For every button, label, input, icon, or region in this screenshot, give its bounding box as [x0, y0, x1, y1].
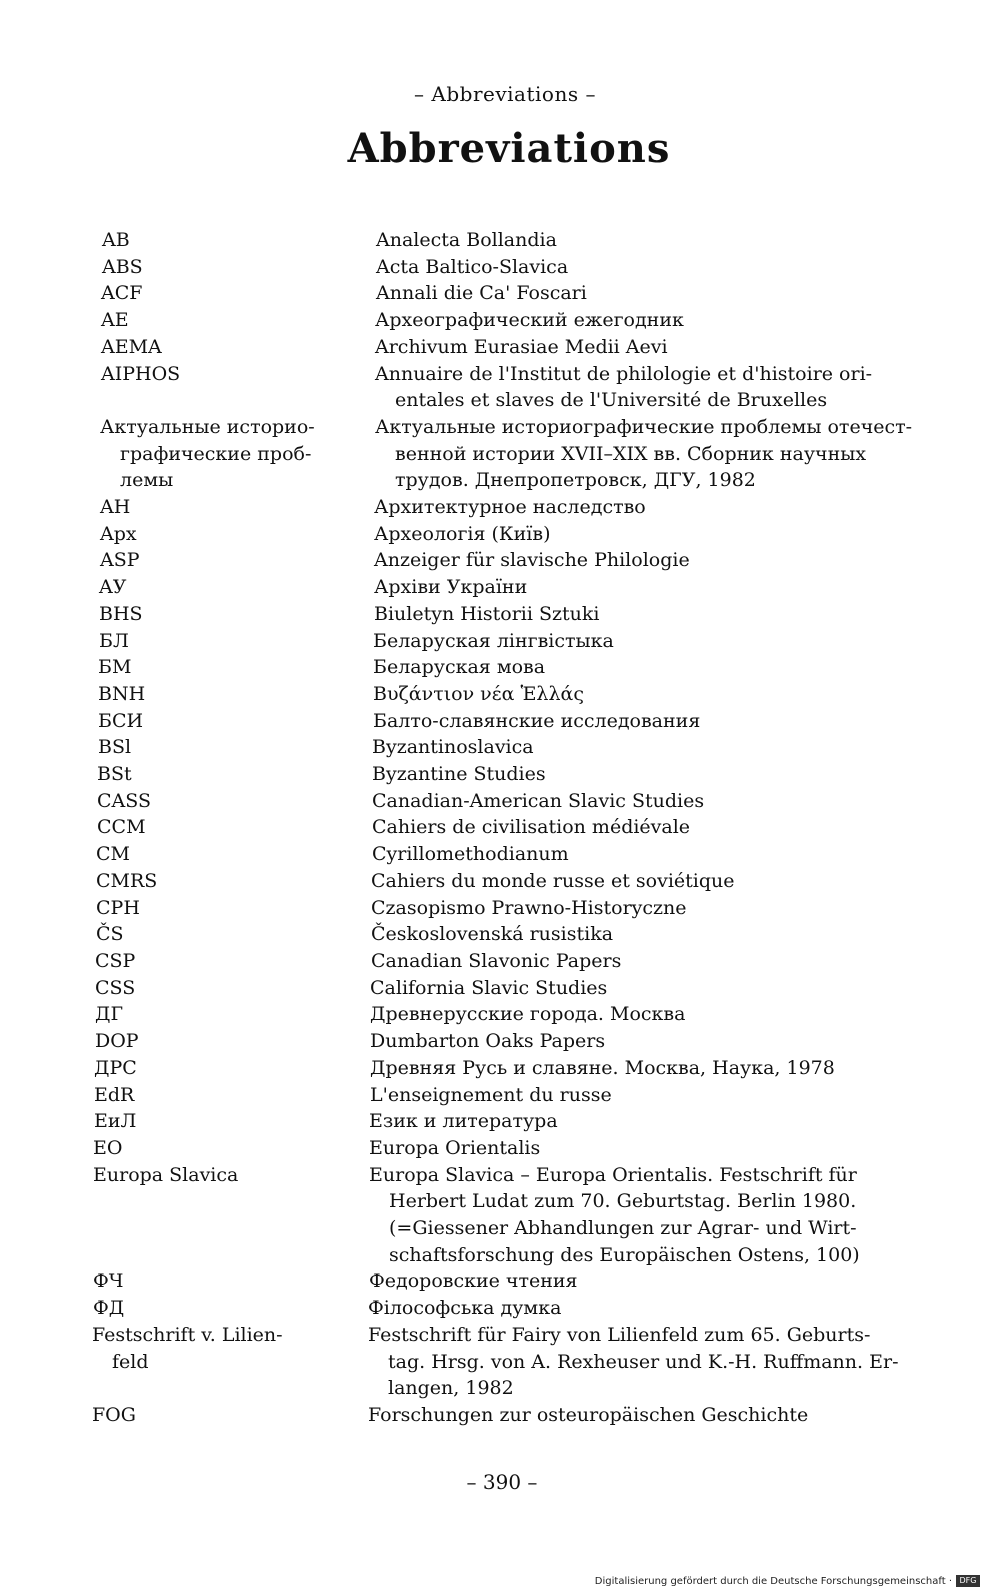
abbreviation-entry [0, 574, 1000, 601]
abbreviation-expansion [374, 521, 921, 548]
abbreviation-term [93, 1268, 325, 1295]
abbreviation-entry [0, 1295, 1000, 1322]
abbreviation-term-line: BHS [99, 602, 143, 625]
abbreviation-expansion [371, 895, 918, 922]
abbreviation-expansion [368, 1402, 915, 1429]
abbreviation-term-line: ФЧ [93, 1270, 124, 1293]
abbreviation-term [97, 788, 329, 815]
abbreviation-expansion-line: венной истории XVII–XIX вв. Сборник научных [395, 442, 867, 465]
abbreviation-expansion [369, 1135, 916, 1162]
abbreviation-term [96, 921, 328, 948]
abbreviation-term [98, 734, 330, 761]
abbreviation-term [93, 1162, 325, 1189]
abbreviation-term [98, 708, 330, 735]
abbreviation-term [100, 547, 332, 574]
abbreviation-expansion-line: Cahiers du monde russe et soviétique [371, 869, 735, 892]
abbreviation-expansion-line: Biuletyn Historii Sztuki [374, 602, 600, 625]
abbreviation-entry [0, 921, 1000, 948]
abbreviation-term [95, 948, 327, 975]
abbreviation-term-line: ASP [100, 549, 140, 572]
abbreviation-entry [0, 1268, 1000, 1295]
abbreviation-entry [0, 1001, 1000, 1028]
abbreviation-expansion-line: Філософська думка [368, 1297, 562, 1320]
abbreviation-expansion [373, 654, 920, 681]
abbreviation-entry [0, 547, 1000, 574]
abbreviation-term-line: графические проб- [120, 442, 312, 465]
abbreviation-term [95, 1001, 327, 1028]
page-number: – 390 – [466, 1470, 538, 1494]
abbreviation-term-line: Europa Slavica [93, 1163, 239, 1186]
abbreviation-term [99, 574, 331, 601]
abbreviation-term [101, 361, 333, 388]
abbreviation-term-line: CSS [95, 976, 136, 999]
abbreviation-expansion [368, 1295, 915, 1322]
abbreviation-entry [0, 334, 1000, 361]
abbreviation-entry [0, 1028, 1000, 1055]
abbreviation-term [102, 254, 334, 281]
abbreviation-entry [0, 1055, 1000, 1082]
abbreviation-entry [0, 254, 1000, 281]
abbreviation-expansion [369, 1268, 916, 1295]
abbreviation-entry [0, 975, 1000, 1002]
abbreviation-term-line: AH [100, 496, 131, 519]
abbreviation-entry [0, 654, 1000, 681]
abbreviation-expansion [375, 334, 922, 361]
abbreviation-expansion [375, 307, 922, 334]
abbreviation-expansion [370, 1082, 917, 1109]
abbreviation-expansion [373, 681, 920, 708]
abbreviation-term-line: Festschrift v. Lilien- [92, 1323, 283, 1346]
abbreviation-term-line: БМ [98, 656, 132, 679]
dfg-logo: DFG [956, 1575, 980, 1587]
abbreviation-entry [0, 1162, 1000, 1269]
abbreviation-term-line: CM [96, 843, 130, 866]
abbreviation-entry [0, 1402, 1000, 1429]
abbreviation-expansion-line: (=Giessener Abhandlungen zur Agrar- und Wirt- [389, 1217, 857, 1240]
abbreviation-expansion-line: Беларуская мова [373, 656, 546, 679]
abbreviation-term [93, 1135, 325, 1162]
abbreviation-term-line: Актуальные историо- [100, 415, 315, 438]
running-head: – Abbreviations – [414, 82, 596, 106]
abbreviation-entry [0, 307, 1000, 334]
abbreviation-term [101, 280, 333, 307]
abbreviation-expansion-line: Балто-славянские исследования [373, 709, 701, 732]
abbreviation-expansion-line: Anzeiger für slavische Philologie [374, 549, 690, 572]
abbreviation-term [92, 1322, 324, 1375]
abbreviation-term [98, 654, 330, 681]
abbreviation-entry [0, 814, 1000, 841]
abbreviation-entry [0, 521, 1000, 548]
abbreviation-entry [0, 280, 1000, 307]
abbreviation-term [100, 494, 332, 521]
abbreviation-term [99, 628, 331, 655]
abbreviation-expansion-line: Canadian-American Slavic Studies [372, 789, 705, 812]
abbreviation-term [96, 841, 328, 868]
abbreviation-term [93, 1295, 325, 1322]
abbreviation-expansion-line: California Slavic Studies [370, 976, 608, 999]
abbreviation-term-line: EO [93, 1136, 123, 1159]
abbreviation-expansion [376, 280, 923, 307]
abbreviation-expansion-line: Archivum Eurasiae Medii Aevi [375, 335, 668, 358]
abbreviation-expansion-line: Архитектурное наследство [374, 496, 646, 519]
abbreviation-term-line: CASS [97, 789, 151, 812]
abbreviation-expansion-line: Europa Orientalis [369, 1136, 541, 1159]
abbreviation-term [94, 1108, 326, 1135]
abbreviation-term [99, 601, 331, 628]
abbreviation-term-line: EdR [94, 1083, 135, 1106]
abbreviation-expansion-line: трудов. Днепропетровск, ДГУ, 1982 [395, 469, 756, 492]
abbreviation-term-line: AУ [99, 576, 127, 599]
abbreviation-term-line: CMRS [96, 869, 158, 892]
abbreviation-entry [0, 868, 1000, 895]
abbreviation-entry [0, 734, 1000, 761]
abbreviation-entry [0, 1322, 1000, 1402]
digitization-note: Digitalisierung gefördert durch die Deutsche Forschungsgemeinschaft · [594, 1576, 952, 1587]
abbreviation-term-line: БСИ [98, 709, 144, 732]
abbreviation-expansion-line: Československá rusistika [371, 923, 614, 946]
abbreviation-expansion [371, 868, 918, 895]
abbreviation-term-line: ДРС [94, 1056, 137, 1079]
abbreviation-term [101, 334, 333, 361]
abbreviation-expansion-line: Cyrillomethodianum [372, 843, 569, 866]
abbreviation-expansion [373, 708, 920, 735]
abbreviation-list [0, 227, 1000, 1429]
abbreviation-term-line: ABS [102, 255, 143, 278]
abbreviation-expansion-line: Археологія (Київ) [374, 522, 551, 545]
abbreviation-term-line: feld [112, 1350, 149, 1373]
abbreviation-expansion-line: Herbert Ludat zum 70. Geburtstag. Berlin 1980. [389, 1190, 857, 1213]
abbreviation-expansion-line: Древнерусские города. Москва [370, 1003, 686, 1026]
abbreviation-expansion-line: Език и литература [369, 1110, 558, 1133]
abbreviation-expansion-line: Cahiers de civilisation médiévale [372, 816, 691, 839]
abbreviation-entry [0, 628, 1000, 655]
abbreviation-expansion-line: Annali die Ca' Foscari [376, 282, 587, 305]
abbreviation-term [92, 1402, 324, 1429]
abbreviation-entry [0, 761, 1000, 788]
abbreviation-expansion [369, 1108, 916, 1135]
abbreviation-term [102, 227, 334, 254]
abbreviation-term [101, 307, 333, 334]
abbreviation-term [95, 1028, 327, 1055]
abbreviation-expansion-line: Беларуская лінгвістыка [373, 629, 614, 652]
abbreviation-entry [0, 895, 1000, 922]
abbreviation-entry [0, 494, 1000, 521]
abbreviation-expansion [371, 921, 918, 948]
abbreviation-term [94, 1055, 326, 1082]
abbreviation-expansion-line: Europa Slavica – Europa Orientalis. Festschrift für [369, 1163, 857, 1186]
abbreviation-term [97, 761, 329, 788]
abbreviation-expansion [376, 254, 923, 281]
abbreviation-expansion-line: Byzantine Studies [372, 763, 546, 786]
abbreviation-expansion [371, 948, 918, 975]
abbreviation-expansion-line: entales et slaves de l'Université de Bruxelles [395, 389, 828, 412]
abbreviation-term-line: CPH [96, 896, 140, 919]
abbreviation-entry [0, 681, 1000, 708]
abbreviation-term-line: BSt [97, 763, 132, 786]
abbreviation-expansion-line: langen, 1982 [388, 1377, 514, 1400]
abbreviation-expansion [370, 1001, 917, 1028]
abbreviation-expansion [376, 227, 923, 254]
abbreviation-entry [0, 788, 1000, 815]
abbreviation-term [98, 681, 330, 708]
abbreviation-expansion-line: Федоровские чтения [369, 1270, 578, 1293]
abbreviation-term-line: БЛ [99, 629, 129, 652]
abbreviation-term-line: ДГ [95, 1003, 124, 1026]
abbreviation-expansion-line: L'enseignement du russe [370, 1083, 612, 1106]
abbreviation-expansion [375, 414, 922, 494]
abbreviation-expansion-line: Canadian Slavonic Papers [371, 949, 622, 972]
abbreviation-expansion [374, 574, 921, 601]
abbreviation-term [96, 868, 328, 895]
abbreviation-term [100, 414, 332, 494]
abbreviation-term-line: FOG [92, 1403, 136, 1426]
abbreviation-expansion-line: Βυζάντιον νέα Ἑλλάς [373, 682, 584, 705]
abbreviation-expansion [368, 1322, 915, 1402]
abbreviation-term [100, 521, 332, 548]
abbreviation-term-line: ФД [93, 1297, 125, 1320]
abbreviation-entry [0, 601, 1000, 628]
abbreviation-expansion-line: Czasopismo Prawno-Historyczne [371, 896, 687, 919]
abbreviation-expansion [370, 1028, 917, 1055]
abbreviation-expansion [372, 788, 919, 815]
abbreviation-expansion-line: tag. Hrsg. von A. Rexheuser und K.-H. Ruffmann. Er- [388, 1350, 899, 1373]
abbreviation-expansion-line: Древняя Русь и славяне. Москва, Наука, 1978 [370, 1056, 835, 1079]
abbreviation-entry [0, 948, 1000, 975]
abbreviation-term-line: AB [102, 229, 130, 251]
abbreviation-term-line: DOP [95, 1030, 139, 1053]
abbreviation-entry [0, 414, 1000, 494]
abbreviation-expansion-line: Acta Baltico-Slavica [376, 255, 569, 278]
abbreviation-expansion-line: Dumbarton Oaks Papers [370, 1030, 606, 1053]
abbreviation-expansion [372, 841, 919, 868]
abbreviation-term-line: CCM [97, 816, 146, 839]
abbreviation-expansion [369, 1162, 916, 1269]
abbreviation-expansion [374, 494, 921, 521]
abbreviation-expansion [374, 601, 921, 628]
abbreviation-term-line: ACF [101, 282, 143, 305]
abbreviation-term-line: AE [101, 309, 129, 332]
abbreviation-expansion-line: Археографический ежегодник [375, 309, 684, 332]
abbreviation-expansion [370, 1055, 917, 1082]
abbreviation-term-line: Apx [100, 522, 137, 545]
abbreviation-entry [0, 1108, 1000, 1135]
abbreviation-expansion-line: Analecta Bollandia [376, 229, 557, 251]
abbreviation-term-line: CSP [95, 949, 136, 972]
abbreviation-expansion [370, 975, 917, 1002]
abbreviation-expansion-line: Annuaire de l'Institut de philologie et d'histoire ori- [375, 362, 873, 385]
abbreviation-entry [0, 1082, 1000, 1109]
abbreviation-term-line: AIPHOS [101, 362, 181, 385]
abbreviation-entry [0, 1135, 1000, 1162]
abbreviation-term [95, 975, 327, 1002]
abbreviation-expansion [375, 361, 922, 414]
abbreviation-expansion-line: schaftsforschung des Europäischen Ostens, 100) [389, 1243, 860, 1266]
abbreviation-term-line: ČS [96, 923, 124, 946]
abbreviation-term [94, 1082, 326, 1109]
page-title: Abbreviations [347, 125, 671, 172]
abbreviation-expansion [372, 734, 919, 761]
abbreviation-term-line: ЕиЛ [94, 1110, 137, 1133]
abbreviation-entry [0, 227, 1000, 254]
abbreviation-expansion [373, 628, 920, 655]
abbreviation-expansion [374, 547, 921, 574]
abbreviation-entry [0, 841, 1000, 868]
abbreviation-term-line: BSl [98, 736, 132, 759]
abbreviation-term-line: BNH [98, 682, 146, 705]
abbreviation-term [97, 814, 329, 841]
abbreviation-expansion-line: Forschungen zur osteuropäischen Geschichte [368, 1403, 809, 1426]
abbreviation-expansion-line: Архіви України [374, 576, 528, 599]
abbreviation-expansion [372, 761, 919, 788]
abbreviation-expansion-line: Актуальные историографические проблемы отечест- [375, 415, 913, 438]
abbreviation-term [96, 895, 328, 922]
abbreviation-entry [0, 361, 1000, 414]
abbreviation-term-line: лемы [120, 469, 174, 492]
abbreviation-expansion-line: Byzantinoslavica [372, 736, 534, 759]
abbreviation-term-line: AEMA [101, 335, 162, 358]
abbreviation-entry [0, 708, 1000, 735]
abbreviation-expansion-line: Festschrift für Fairy von Lilienfeld zum 65. Geburts- [368, 1323, 871, 1346]
abbreviation-expansion [372, 814, 919, 841]
